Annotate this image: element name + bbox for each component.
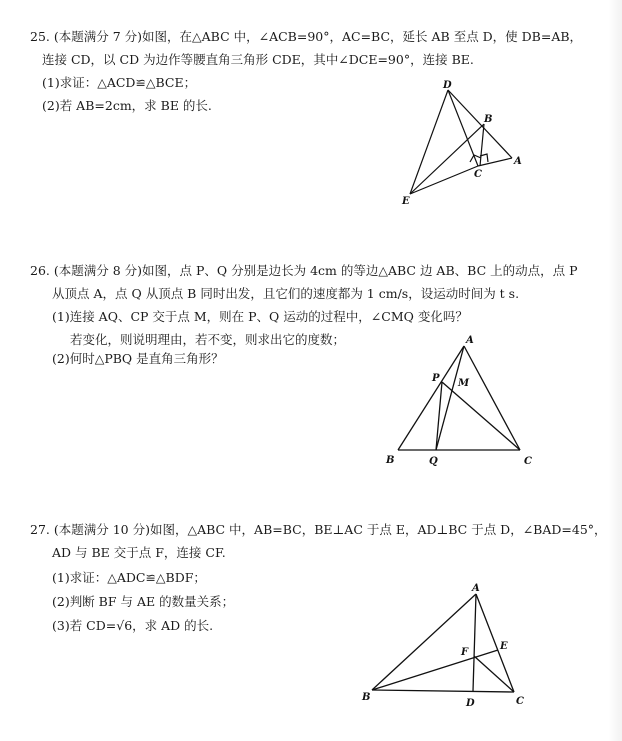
label-26-Q: Q (429, 456, 438, 467)
problem-25-line-4: (2)若 AB=2cm，求 BE 的长. (42, 98, 212, 113)
problem-27-line-3: (1)求证：△ADC≌△BDF； (52, 570, 206, 585)
label-26-B: B (386, 455, 395, 466)
figure-26 (380, 330, 550, 470)
problem-25-line-2: 连接 CD，以 CD 为边作等腰直角三角形 CDE，其中∠DCE=90°，连接 BE. (42, 52, 474, 67)
label-27-E: E (500, 641, 508, 652)
label-26-P: P (432, 373, 440, 384)
figure-25 (390, 78, 530, 210)
scan-edge-shadow (608, 0, 622, 741)
problem-26-line-2: 从顶点 A，点 Q 从顶点 B 同时出发，且它们的速度都为 1 cm/s，设运动时间为 t s. (52, 286, 520, 301)
problem-27-line-5: (3)若 CD=√6，求 AD 的长. (52, 618, 214, 633)
figure-27 (360, 580, 540, 715)
label-26-C: C (524, 456, 532, 467)
problem-27-line-4: (2)判断 BF 与 AE 的数量关系； (52, 594, 235, 609)
problem-26-line-3: (1)连接 AQ、CP 交于点 M，则在 P、Q 运动的过程中，∠CMQ 变化吗？ (52, 309, 468, 324)
label-25-A: A (514, 156, 522, 167)
label-26-M: M (458, 378, 470, 389)
problem-25-line-3: (1)求证：△ACD≌△BCE； (42, 75, 197, 90)
label-25-C: C (474, 169, 482, 180)
label-26-A: A (466, 335, 474, 346)
label-27-A: A (472, 583, 480, 594)
label-27-D: D (466, 698, 475, 709)
label-27-C: C (516, 696, 524, 707)
problem-26-line-4: 若变化，则说明理由，若不变，则求出它的度数； (70, 332, 346, 347)
problem-27-line-2: AD 与 BE 交于点 F，连接 CF. (52, 545, 226, 560)
problem-25-line-1: 25. (本题满分 7 分)如图，在△ABC 中，∠ACB=90°，AC=BC，延长 AB 至点 D，使 DB=AB， (30, 29, 583, 44)
problem-26-line-5: (2)何时△PBQ 是直角三角形？ (52, 351, 224, 366)
label-25-B: B (484, 114, 493, 125)
label-27-B: B (362, 692, 371, 703)
label-25-E: E (402, 196, 410, 207)
label-27-F: F (461, 647, 469, 658)
label-25-D: D (443, 80, 452, 91)
problem-26-line-1: 26. (本题满分 8 分)如图，点 P、Q 分别是边长为 4cm 的等边△ABC 边 AB、BC 上的动点，点 P (30, 263, 578, 278)
problem-27-line-1: 27. (本题满分 10 分)如图，△ABC 中，AB=BC，BE⊥AC 于点 E，AD⊥BC 于点 D，∠BAD=45°， (30, 522, 607, 537)
